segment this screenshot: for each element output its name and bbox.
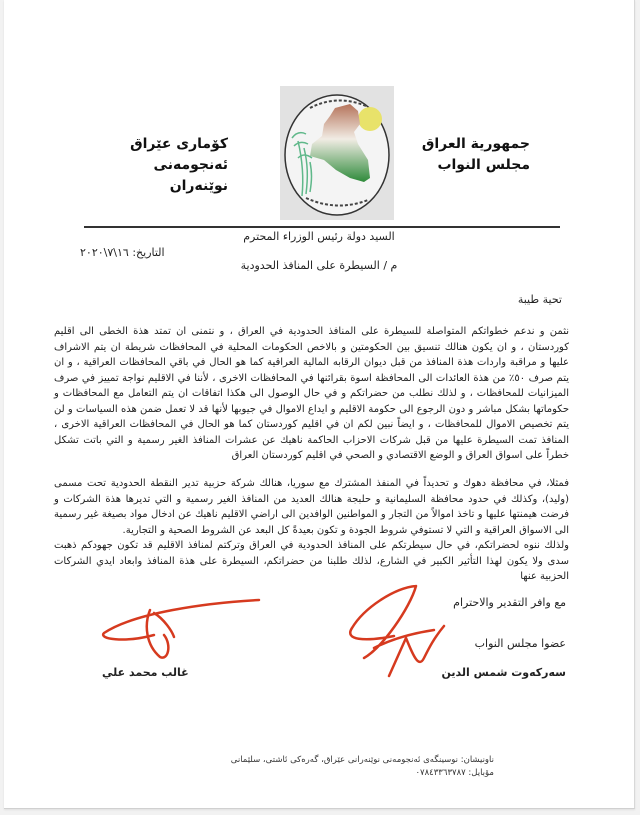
- footer-address: ناونیشان: نوسینگەی ئەنجومەنی نوێنەرانی عێراق، گەرەکی ئاشتی، سلێمانی: [230, 755, 494, 765]
- addressee: [4, 230, 634, 243]
- body-paragraph-2: فمثلا، في محافظة دهوك و تحديداً في المنفذ المشترك مع سوريا، هنالك شركة حزبية تدير النقطة الحدودية تحت مسمى (وليد)، وكذلك في حدود محافظة السليمانية و حلبجة هنالك العديد من المنافذ الغير رسمية و التي تديرها هذة الشركات و فرضت هيمنتها عليها و تاخذ اموالاً من التجار و المواطنين الوافدين الى اراضي الاقليم ناهيك عن ادخال مواد بصيغة غير رسمية الى الاسواق العراقية و التي لا تستوفي شروط الجودة و تكون بعيدةً كل البعد عن الشروط الصحية و التجارية.: [54, 478, 569, 536]
- signatories-title: عضوا مجلس النواب: [474, 637, 566, 650]
- greeting: تحية طيبة: [517, 293, 562, 306]
- letter-page: [4, 0, 635, 809]
- body-paragraph-1: نثمن و ندعم خطواتكم المتواصلة للسيطرة على المنافذ الحدودية في العراق ، و نتمنى ان تمتد هذة الخطى الى اقليم كوردستان ، و ان يكون هنالك تنسيق بين الحكومتين و بالاخص الحكومات المحلية في المحافظات شريطة ان يتم الاشراف عليها و مراقبة واردات هذة المنافذ من قبل ديوان الرقابه المالية العراقية كما هو الحال في باقي المحافظات العراقية ، و ان يتم صرف ٥٠٪ من هذة العائدات الى المحافظة اسوة بقرائنها في المحافظات الاخرى ، لأننا في الاقليم نواجة تمييز في صرف الميزانيات للمحافظات ، و لذلك نطلب من حضراتكم و في حال الوصول الى هكذا اتفاقات ان يتم التعامل مع المحافظات و حكوماتها بشكل مباشر و دون الرجوع الى حكومة الاقليم و ايداع الاموال في جيوبها لأنها قد لا تعمل ضمن هذه السياسات و لن يتم تخصيص الاموال للمحافظات ، و ايضاً نبين لكم ان في اقليم كوردستان كما هو الحال في المحافظات العراقية الاخرى ، المنافذ تمت السيطرة عليها من قبل شركات الاحزاب الحاكمة ناهيك عن عشرات المنافذ الغير رسمية و التي باتت تشكل خطراً على اسواق العراق و الوضع الاقتصادي و الصحي في اقليم كوردستان العراق: [54, 326, 569, 461]
- header-divider: [84, 226, 560, 228]
- parliament-emblem-icon: [280, 86, 394, 220]
- footer-contact: [231, 754, 494, 780]
- signature-2-icon: [94, 595, 264, 665]
- addressee-text: السيد دولة رئيس الوزراء المحترم: [243, 230, 395, 243]
- signatory-name-1: سەركەوت شمس الدين: [441, 666, 566, 679]
- letterhead-kurdish: [122, 134, 228, 197]
- council-name-arabic: مجلس النواب: [437, 157, 530, 173]
- council-name-kurdish: ئەنجومەنى نوێنەران: [153, 157, 228, 194]
- signatory-name-2: غالب محمد علي: [102, 666, 189, 679]
- footer-mobile: مۆبایل: ٠٧٨٤٣٣٦٣٧٨٧: [415, 768, 494, 778]
- signature-1-icon: [334, 578, 494, 678]
- body-paragraph-3: ولذلك ننوه لحضراتكم، في حال سيطرتكم على المنافذ الحدودية في العراق وتركتم لمنافذ الاقليم قد تكون جهودكم ذهبت سدى ولا يكون لهذا التأثير الكبير في الشارع، لذلك طلبنا من حضراتكم، السيطرة على هذة المنافذ وابعاد ايدي الشركات الحزبية عنها: [54, 540, 569, 582]
- subject-text: م / السيطرة على المنافذ الحدودية: [240, 259, 398, 272]
- republic-name-arabic: جمهورية العراق: [421, 136, 530, 152]
- closing-text: مع وافر التقدير والاحترام: [453, 596, 566, 609]
- subject-line: [4, 259, 634, 272]
- letter-date: التاريخ: ١٦\٧\٢٠٢٠: [80, 246, 165, 259]
- republic-name-kurdish: كۆمارى عێراق: [130, 136, 228, 152]
- letterhead-arabic: [422, 134, 530, 176]
